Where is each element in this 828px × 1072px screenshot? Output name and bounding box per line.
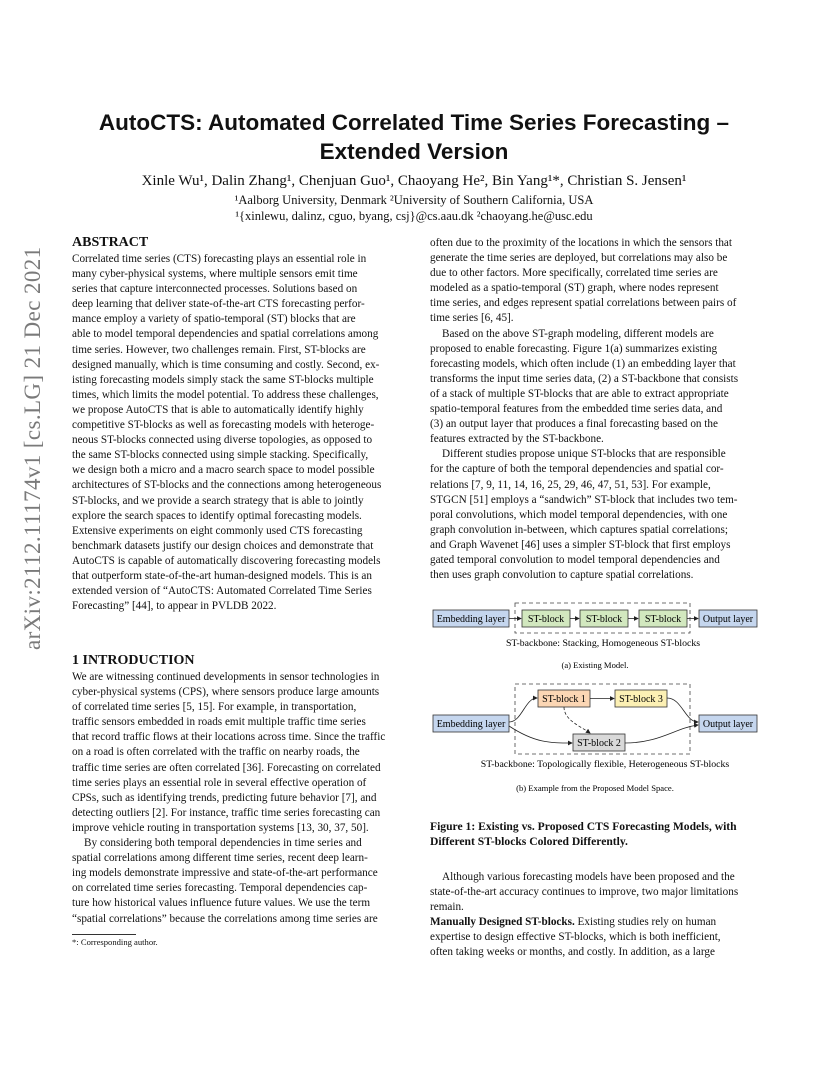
- text-line: Correlated time series (CTS) forecasting plays an essential role in: [72, 253, 367, 265]
- right-column-text-bottom: [430, 870, 756, 961]
- text-line: ST-blocks, and we provide a search strategy that is able to jointly: [72, 494, 364, 507]
- text-line: that outperform state-of-the-art human-designed models. This is an: [72, 569, 372, 582]
- text-line: of a stack of multiple ST-blocks that are able to extract appropriate: [430, 387, 729, 400]
- text-line: graph convolution in-between, which captures spatial correlations;: [430, 523, 728, 536]
- text-line: improve vehicle routing in transportation systems [13, 30, 37, 50].: [72, 821, 369, 834]
- figure-1: [430, 598, 760, 858]
- text-line: proposed to enable forecasting. Figure 1(a) summarizes existing: [430, 342, 718, 355]
- text-line: benchmark datasets justify our design choices and demonstrate that: [72, 539, 374, 552]
- abstract-section: [72, 234, 398, 614]
- output-layer-label-a: Output layer: [702, 614, 754, 625]
- text-line: time series. However, two challenges remain. First, ST-blocks are: [72, 343, 366, 356]
- intro-heading: 1 INTRODUCTION: [72, 653, 195, 668]
- text-line: and Graph Wavenet [46] uses a simpler ST-block that first employs: [430, 538, 731, 551]
- text-span: Existing studies rely on human: [574, 916, 717, 929]
- embedding-layer-label-a: Embedding layer: [436, 614, 506, 625]
- subcaption-a: (a) Existing Model.: [561, 660, 629, 670]
- text-line: able to model temporal dependencies and spatial correlations among: [72, 328, 379, 341]
- text-line: time series plays an essential role in several effective operation of: [72, 776, 367, 789]
- text-line: STGCN [51] employs a “sandwich” ST-block that includes two tem-: [430, 493, 738, 506]
- text-line: expertise to design effective ST-blocks, which is both inefficient,: [430, 931, 721, 944]
- text-line: modeled as a spatio-temporal (ST) graph, where nodes represent: [430, 282, 719, 295]
- text-line: traffic time series are often correlated [36]. Forecasting on correlated: [72, 761, 381, 774]
- text-line: of correlated time series [5, 15]. For example, in transportation,: [72, 701, 357, 714]
- paragraph-run-in-heading: Manually Designed ST-blocks.: [430, 916, 575, 929]
- text-line: ing models demonstrate impressive and state-of-the-art performance: [72, 867, 378, 880]
- text-line: often due to the proximity of the locations in which the sensors that: [430, 237, 733, 249]
- footnote: *: Corresponding author.: [72, 937, 158, 947]
- introduction-section: [72, 652, 398, 927]
- paper-title: [60, 108, 768, 166]
- st-block-3-label: ST-block 3: [619, 694, 663, 705]
- backbone-label-a: ST-backbone: Stacking, Homogeneous ST-blocks: [505, 638, 701, 649]
- text-line: features extracted by the ST-backbone.: [430, 433, 604, 446]
- embedding-layer-label-b: Embedding layer: [436, 719, 506, 730]
- text-line: (3) an output layer that produces a final forecasting based on the: [430, 418, 718, 431]
- text-line: we propose AutoCTS that is able to automatically identify highly: [72, 403, 364, 416]
- text-line: gated temporal convolution to model temporal dependencies and: [430, 553, 720, 566]
- text-line: time series, and edges represent spatial correlations between pairs of: [430, 297, 737, 310]
- text-line: [430, 915, 756, 930]
- text-line: deep learning that deliver state-of-the-art CTS forecasting perfor-: [72, 298, 365, 311]
- intro-body: [72, 670, 398, 927]
- text-line: Based on the above ST-graph modeling, different models are: [442, 327, 714, 340]
- figure-caption: [430, 819, 760, 849]
- text-line: We are witnessing continued developments in sensor technologies in: [72, 671, 380, 683]
- caption-line-2: Different ST-blocks Colored Differently.: [430, 835, 628, 848]
- arxiv-stamp: arXiv:2112.11174v1 [cs.LG] 21 Dec 2021: [20, 246, 45, 650]
- text-line: series that capture interconnected processes. Solutions based on: [72, 283, 358, 296]
- arrow: [509, 726, 572, 743]
- text-line: Different studies propose unique ST-blocks that are responsible: [442, 448, 726, 461]
- st-block-label-a2: ST-block: [585, 614, 623, 625]
- text-line: Forecasting” [44], to appear in PVLDB 2022.: [72, 600, 277, 613]
- text-line: for the capture of both the temporal dependencies and spatial cor-: [430, 463, 724, 476]
- text-line: By considering both temporal dependencies in time series and: [84, 837, 362, 850]
- subcaption-b: (b) Example from the Proposed Model Space.: [516, 783, 674, 793]
- text-line: transforms the input time series data, (2) a ST-backbone that consists: [430, 372, 739, 385]
- text-line: on correlated time series forecasting. Temporal dependencies cap-: [72, 882, 368, 895]
- affiliations: ¹Aalborg University, Denmark ²University of Southern California, USA: [234, 193, 594, 207]
- text-line: we design both a micro and a macro search space to model possible: [72, 464, 375, 477]
- text-line: poral convolutions, which model temporal dependencies, with one: [430, 508, 728, 521]
- text-line: state-of-the-art accuracy continues to improve, two major limitations: [430, 886, 739, 899]
- text-line: ture how historical values influence future values. We use the term: [72, 897, 371, 910]
- text-line: generate the time series are deployed, but correlations may also be: [430, 252, 728, 265]
- text-line: then uses graph convolution to capture spatial correlations.: [430, 569, 694, 582]
- text-line: architectures of ST-blocks and the connections among heterogeneous: [72, 479, 382, 492]
- text-line: that record traffic flows at their locations across time. Since the traffic: [72, 731, 386, 744]
- title-line-1: AutoCTS: Automated Correlated Time Series Forecasting –: [98, 110, 730, 135]
- text-line: competitive ST-blocks as well as forecasting models with heteroge-: [72, 419, 375, 432]
- text-line: detecting outliers [2]. For instance, traffic time series forecasting can: [72, 806, 381, 819]
- st-block-1-label: ST-block 1: [542, 694, 586, 705]
- text-line: the same ST-blocks connected using simple stacking. Specifically,: [72, 449, 369, 462]
- footnote-rule: [72, 934, 136, 935]
- text-line: on a road is often correlated with the traffic on nearby roads, the: [72, 746, 360, 759]
- right-column-text-top: [430, 236, 756, 583]
- text-line: neous ST-blocks connected using diverse topologies, as opposed to: [72, 434, 373, 447]
- arrow: [667, 698, 698, 722]
- text-line: Extensive experiments on eight commonly used CTS forecasting: [72, 524, 363, 537]
- text-line: Although various forecasting models have been proposed and the: [442, 871, 735, 883]
- arrow: [564, 707, 590, 733]
- text-line: explore the search spaces to identify optimal forecasting models.: [72, 509, 362, 522]
- arrow: [625, 725, 698, 743]
- text-line: remain.: [430, 901, 464, 914]
- text-line: times, which limits the model potential. To address these challenges,: [72, 388, 379, 401]
- text-line: forecasting models, which often include (1) an embedding layer that: [430, 357, 736, 370]
- text-line: CPSs, such as identifying trends, predicting future behavior [7], and: [72, 791, 377, 804]
- text-line: traffic sensors embedded in roads emit multiple traffic time series: [72, 716, 366, 729]
- text-line: isting forecasting models simply stack the same ST-blocks multiple: [72, 373, 374, 386]
- output-layer-label-b: Output layer: [702, 719, 754, 730]
- emails: ¹{xinlewu, dalinz, cguo, byang, csj}@cs.aau.dk ²chaoyang.he@usc.edu: [235, 209, 593, 223]
- text-line: spatial correlations among different time series, recent deep learn-: [72, 852, 368, 865]
- abstract-body: [72, 252, 398, 614]
- text-line: often taking weeks or months, and costly. In addition, as a large: [430, 946, 715, 959]
- text-line: relations [7, 9, 11, 14, 16, 25, 29, 46, 47, 51, 53]. For example,: [430, 478, 711, 491]
- text-line: many cyber-physical systems, where multiple sensors emit time: [72, 268, 358, 281]
- author-list: Xinle Wu¹, Dalin Zhang¹, Chenjuan Guo¹, Chaoyang He², Bin Yang¹*, Christian S. Jensen¹: [141, 173, 687, 189]
- st-block-label-a1: ST-block: [527, 614, 565, 625]
- text-line: due to other factors. More specifically, correlated time series are: [430, 267, 718, 280]
- text-line: cyber-physical systems (CPS), where sensors produce large amounts: [72, 686, 380, 699]
- title-line-2: Extended Version: [319, 139, 509, 164]
- text-line: designed manually, which is time consuming and costly. Second, ex-: [72, 358, 380, 371]
- text-line: spatio-temporal features from the embedded time series data, and: [430, 403, 723, 416]
- figure-1-diagram: [430, 598, 760, 803]
- backbone-label-b: ST-backbone: Topologically flexible, Heterogeneous ST-blocks: [480, 759, 730, 770]
- text-line: “spatial correlations” because the correlations among time series are: [72, 912, 378, 925]
- arrow: [509, 698, 537, 722]
- text-line: extended version of “AutoCTS: Automated Correlated Time Series: [72, 585, 372, 598]
- abstract-heading: ABSTRACT: [72, 235, 149, 250]
- text-line: AutoCTS is capable of automatically discovering forecasting models: [72, 554, 381, 567]
- caption-line-1: Figure 1: Existing vs. Proposed CTS Forecasting Models, with: [430, 820, 737, 833]
- text-line: mance employ a variety of spatio-temporal (ST) blocks that are: [72, 313, 356, 326]
- st-block-label-a3: ST-block: [644, 614, 682, 625]
- text-line: time series [6, 45].: [430, 312, 514, 325]
- st-block-2-label: ST-block 2: [577, 738, 621, 749]
